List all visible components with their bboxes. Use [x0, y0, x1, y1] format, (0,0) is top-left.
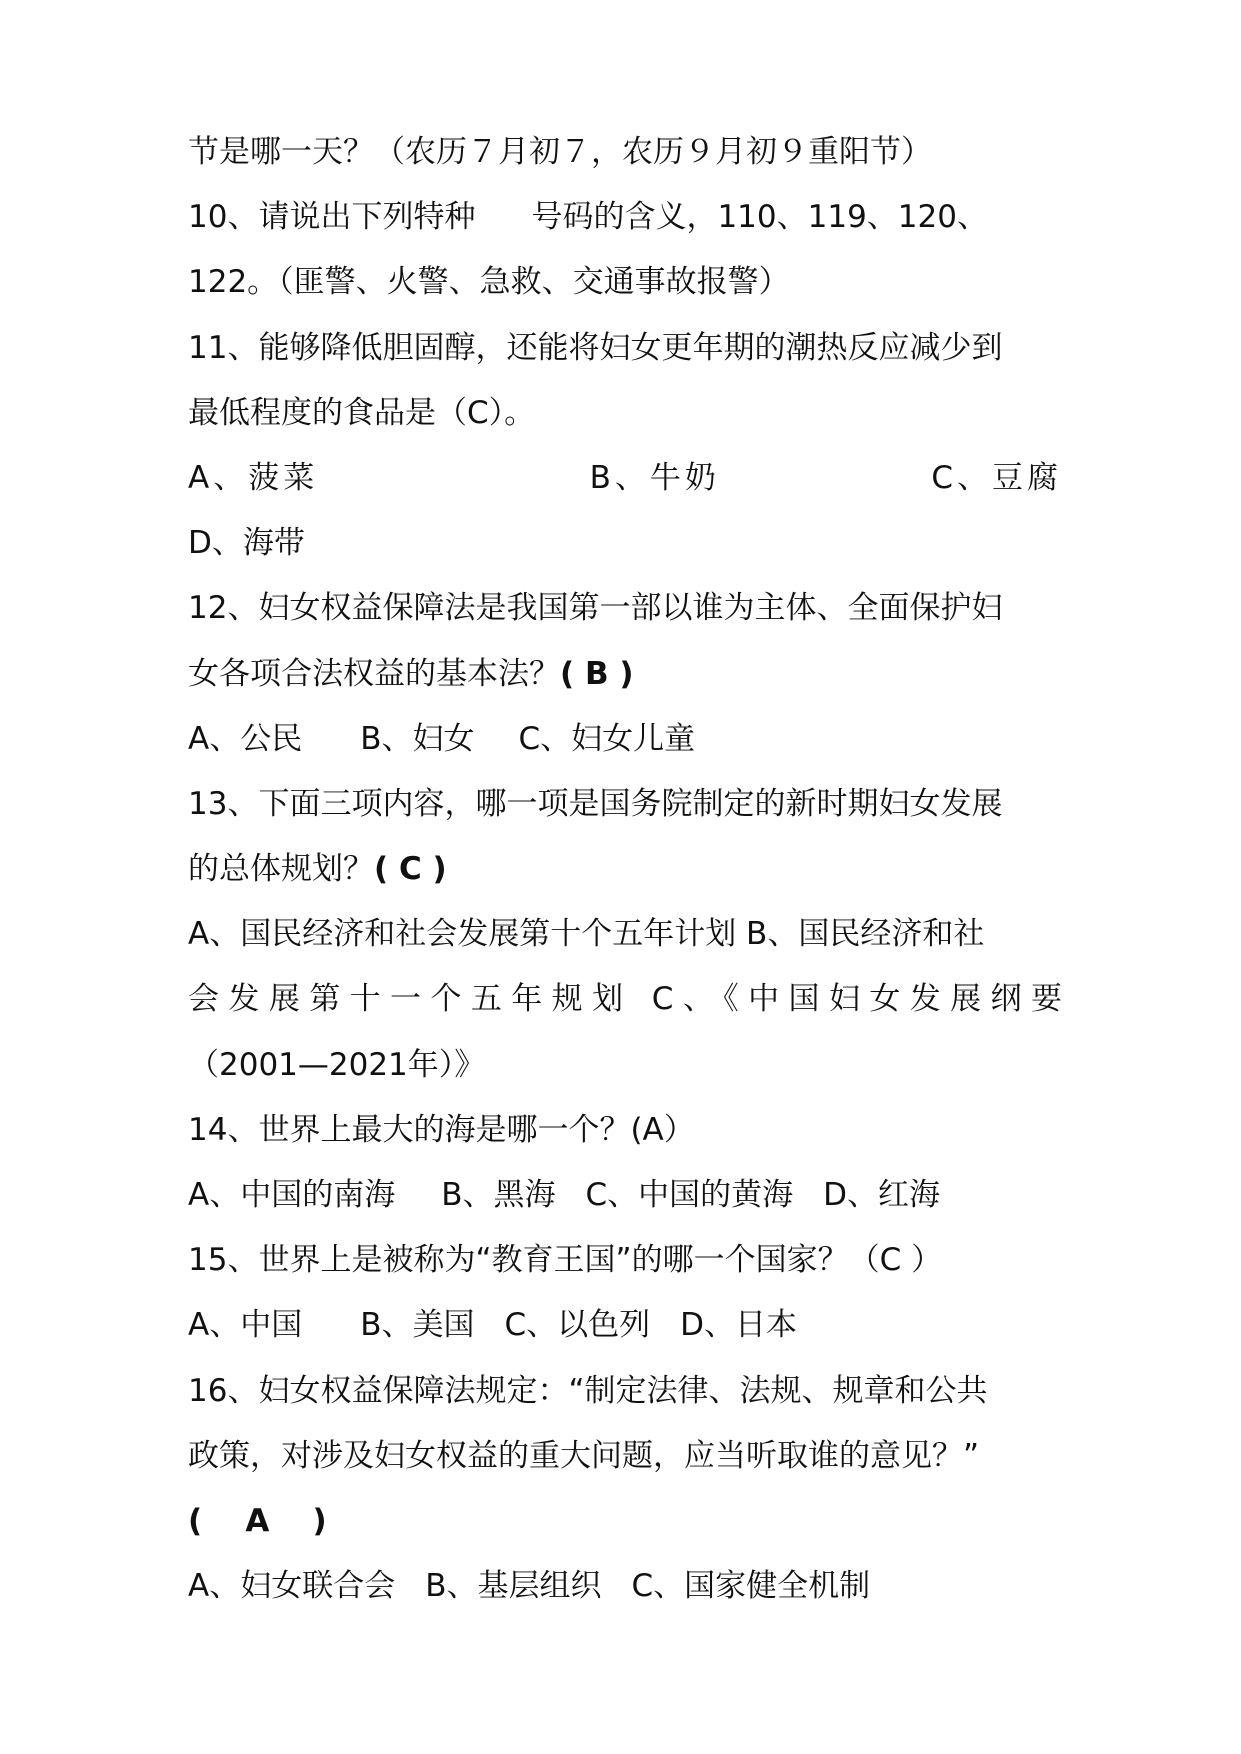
text-line: 节是哪一天？（农历７月初７，农历９月初９重阳节）	[188, 134, 932, 170]
option-a: A、中国	[188, 1307, 303, 1344]
question-11-options	[188, 446, 1064, 511]
option-a: A、妇女联合会	[188, 1568, 396, 1605]
question-13-option-line-2: 会发展第十一个五年规划 C、《中国妇女发展纲要	[188, 981, 1064, 1018]
document-body	[188, 120, 1064, 1619]
question-13-option-line-3: （2001—2021年）》	[188, 1046, 486, 1083]
option-d: D、日本	[680, 1307, 798, 1344]
question-14-line: 14、世界上最大的海是哪一个？(A）	[188, 1111, 695, 1148]
question-15-line: 15、世界上是被称为“教育王国”的哪一个国家？（C ）	[188, 1242, 943, 1279]
option-c: C、豆腐	[931, 459, 1062, 496]
option-b: B、牛奶	[589, 459, 720, 496]
question-14-options	[188, 1163, 1064, 1228]
question-11-line-1: 11、能够降低胆固醇，还能将妇女更年期的潮热反应减少到	[188, 329, 1003, 366]
option-b: B、黑海	[441, 1177, 556, 1213]
question-16-options	[188, 1554, 1064, 1619]
question-12-line-2	[188, 642, 1064, 707]
question-13-answer: ( C )	[374, 851, 447, 888]
question-13-line-1: 13、下面三项内容，哪一项是国务院制定的新时期妇女发展	[188, 785, 1003, 822]
question-16-line-1: 16、妇女权益保障法规定：“制定法律、法规、规章和公共	[188, 1372, 988, 1409]
option-c: C、以色列	[504, 1307, 651, 1344]
question-12-options	[188, 707, 1064, 772]
option-b: B、美国	[360, 1307, 475, 1344]
question-13-line-2	[188, 837, 1064, 902]
question-16-answer: ( A )	[188, 1502, 327, 1539]
question-16-line-2: 政策，对涉及妇女权益的重大问题，应当听取谁的意见？”	[188, 1437, 980, 1474]
option-a: A、菠菜	[188, 459, 319, 496]
option-c: C、妇女儿童	[518, 720, 696, 757]
question-13-option-line-1: A、国民经济和社会发展第十个五年计划 B、国民经济和社	[188, 916, 985, 953]
option-c: C、中国的黄海	[585, 1177, 794, 1213]
question-11-line-2: 最低程度的食品是（C）。	[188, 394, 536, 431]
question-12-line-1: 12、妇女权益保障法是我国第一部以谁为主体、全面保护妇	[188, 590, 1003, 627]
question-10-line-2: 122。（匪警、火警、急救、交通事故报警）	[188, 264, 790, 301]
question-10-line-1	[188, 185, 1064, 250]
option-c: C、国家健全机制	[631, 1568, 871, 1605]
option-a: A、中国的南海	[188, 1177, 396, 1213]
option-b: B、妇女	[360, 720, 475, 757]
question-10-part-b: 号码的含义，110、119、120、	[531, 199, 988, 236]
option-a: A、公民	[188, 720, 303, 757]
option-b: B、基层组织	[425, 1568, 602, 1605]
question-10-part-a: 10、请说出下列特种	[188, 199, 476, 236]
question-12-answer: ( B )	[560, 655, 634, 692]
option-d: D、红海	[823, 1177, 941, 1213]
question-12-text: 女各项合法权益的基本法？	[188, 655, 560, 692]
question-11-option-d: D、海带	[188, 525, 305, 562]
question-15-options	[188, 1293, 1064, 1358]
question-13-text: 的总体规划？	[188, 851, 374, 888]
